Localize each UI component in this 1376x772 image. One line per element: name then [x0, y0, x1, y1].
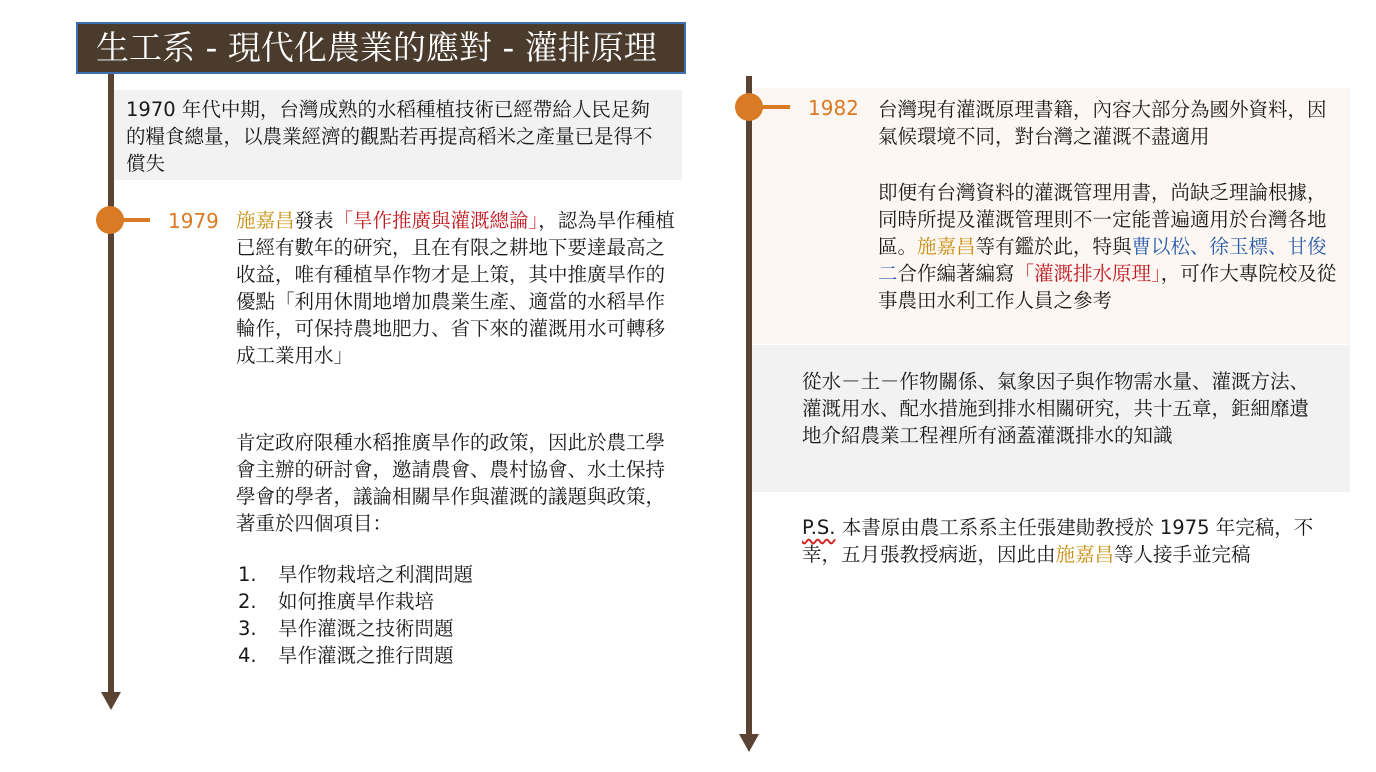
book-title: 「灌溉排水原理」 — [1014, 262, 1161, 285]
event-1982-paragraph-1: 台灣現有灌溉原理書籍，內容大部分為國外資料，因氣候環境不同，對台灣之灌溉不盡適用 — [878, 98, 1327, 148]
text-span: 合作編著編寫 — [897, 262, 1015, 285]
timeline-tick-1982 — [760, 105, 790, 109]
author-name: 施嘉昌 — [1055, 543, 1115, 566]
list-item — [238, 561, 658, 588]
list-number: 4. — [238, 644, 257, 667]
text-span: 即便有台灣資料的灌溉管理用書，尚缺乏理論根據，同時所提及灌溉管理則不一定能普遍適用於台灣各地區。 — [878, 181, 1327, 258]
list-text: 旱作灌溉之推行問題 — [278, 644, 454, 667]
event-1982-paragraph-2 — [878, 179, 1340, 314]
event-1979-paragraph-2: 肯定政府限種水稻推廣旱作的政策，因此於農工學會主辦的研討會，邀請農會、農村協會、水土保持學會的學者，議論相關旱作與灌溉的議題與政策，著重於四個項目： — [236, 431, 666, 535]
text-span: ，可作大專院校及從事農田水利工作人員之參考 — [878, 262, 1337, 312]
intro-text: 1970 年代中期，台灣成熟的水稻種植技術已經帶給人民足夠的糧食總量，以農業經濟的觀點若再提高稻米之產量已是得不償失 — [126, 98, 653, 175]
timeline-marker-1979 — [96, 206, 124, 234]
list-number: 2. — [238, 590, 257, 613]
ps-note — [802, 514, 1347, 568]
list-item — [238, 642, 658, 669]
text-span: ，認為旱作種植已經有數年的研究，且在有限之耕地下要達最高之收益，唯有種植旱作物才是上策，其中推廣旱作的優點「利用休閒地增加農業生產、適當的水稻旱作輪作，可保持農地肥力、省下來的灌溉用水可轉移成工業用水」 — [236, 209, 675, 367]
text-span: 本書原由農工系系主任張建勛教授於 1975 年完稿，不幸，五月張教授病逝，因此由 — [802, 516, 1314, 566]
event-1979-paragraph-1 — [236, 207, 676, 369]
publication-title: 「旱作推廣與灌溉總論」 — [333, 209, 539, 232]
list-text: 旱作灌溉之技術問題 — [278, 617, 454, 640]
right-timeline-arrow — [739, 734, 759, 752]
list-number: 3. — [238, 617, 257, 640]
timeline-tick-1979 — [122, 218, 150, 222]
topics-list — [238, 561, 658, 669]
page-title: 生工系 - 現代化農業的應對 - 灌排原理 — [76, 22, 686, 74]
year-1982: 1982 — [808, 96, 859, 120]
text-span: 等有鑑於此，特與 — [975, 235, 1132, 258]
year-1979: 1979 — [168, 209, 219, 233]
list-text: 如何推廣旱作栽培 — [278, 590, 435, 613]
ps-label: P.S. — [802, 516, 836, 539]
list-text: 旱作物栽培之利潤問題 — [278, 563, 474, 586]
list-item — [238, 588, 658, 615]
left-timeline-arrow — [101, 692, 121, 710]
author-name: 施嘉昌 — [917, 235, 976, 258]
contents-text: 從水－土－作物關係、氣象因子與作物需水量、灌溉方法、灌溉用水、配水措施到排水相關研究，共十五章，鉅細靡遺地介紹農業工程裡所有涵蓋灌溉排水的知識 — [802, 370, 1310, 447]
list-number: 1. — [238, 563, 257, 586]
timeline-marker-1982 — [735, 93, 763, 121]
author-name: 施嘉昌 — [236, 209, 295, 232]
list-item — [238, 615, 658, 642]
text-span: 發表 — [294, 209, 334, 232]
text-span: 等人接手並完稿 — [1114, 543, 1251, 566]
coauthor-names: 曹以松、徐玉標、甘俊二 — [878, 235, 1327, 285]
